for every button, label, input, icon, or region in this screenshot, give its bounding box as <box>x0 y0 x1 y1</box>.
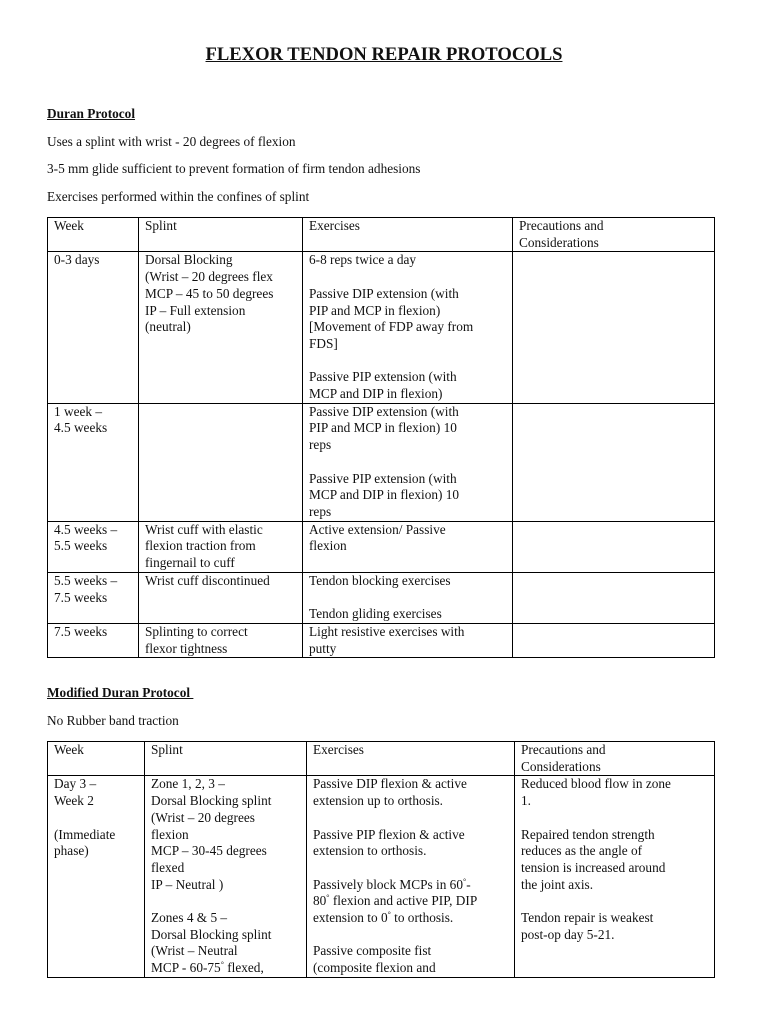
cell-week: 5.5 weeks – 7.5 weeks <box>48 572 139 623</box>
degree-sign: ° <box>462 876 467 886</box>
header-precautions: Precautions and Considerations <box>515 742 715 776</box>
header-exercises: Exercises <box>303 218 513 252</box>
duran-line-2: 3-5 mm glide sufficient to prevent formation of firm tendon adhesions <box>47 161 421 176</box>
cell-week: 7.5 weeks <box>48 623 139 657</box>
splint-text-a: Zone 1, 2, 3 – Dorsal Blocking splint (Wrist – 20 degrees flexion MCP – 30-45 degrees flexed IP – Neutral ) Zones 4 & 5 – Dorsal Blocking splint (Wrist – Neutral <box>151 776 272 959</box>
table-header-row <box>48 742 715 776</box>
splint-text-c: flexed, <box>223 960 264 976</box>
cell-splint: Dorsal Blocking (Wrist – 20 degrees flex MCP – 45 to 50 degrees IP – Full extension (neutral) <box>139 252 303 403</box>
modified-duran-line-1: No Rubber band traction <box>47 713 179 728</box>
header-week: Week <box>48 218 139 252</box>
duran-heading: Duran Protocol <box>47 106 136 121</box>
header-precautions: Precautions and Considerations <box>513 218 715 252</box>
cell-week: Day 3 – Week 2 (Immediate phase) <box>48 776 145 978</box>
modified-duran-heading: Modified Duran Protocol <box>47 685 194 700</box>
exercise-text-c: flexion and active PIP, DIP extension to 0 <box>313 893 478 926</box>
cell-precautions <box>513 623 715 657</box>
table-row <box>48 572 715 623</box>
cell-exercises: Active extension/ Passive flexion <box>303 521 513 572</box>
cell-week: 1 week – 4.5 weeks <box>48 403 139 521</box>
page-title: FLEXOR TENDON REPAIR PROTOCOLS <box>205 44 563 65</box>
header-week: Week <box>48 742 145 776</box>
table-row <box>48 623 715 657</box>
modified-duran-table <box>47 741 715 978</box>
header-exercises: Exercises <box>307 742 515 776</box>
table-row <box>48 776 715 978</box>
header-splint: Splint <box>139 218 303 252</box>
duran-line-3: Exercises performed within the confines of splint <box>47 189 310 204</box>
table-row <box>48 403 715 521</box>
table-header-row <box>48 218 715 252</box>
cell-exercises: 6-8 reps twice a day Passive DIP extension (with PIP and MCP in flexion) [Movement of FDP away from FDS] Passive PIP extension (with MCP and DIP in flexion) <box>303 252 513 403</box>
table-row <box>48 521 715 572</box>
exercise-text-a: Passive DIP flexion & active extension up to orthosis. Passive PIP flexion & active extension to orthosis. Passively block MCPs in 60 <box>313 776 467 892</box>
cell-precautions: Reduced blood flow in zone 1. Repaired tendon strength reduces as the angle of tension is increased around the joint axis. Tendon repair is weakest post-op day 5-21. <box>515 776 715 978</box>
cell-precautions <box>513 252 715 403</box>
cell-splint <box>145 776 307 978</box>
cell-splint: Wrist cuff discontinued <box>139 572 303 623</box>
cell-splint <box>139 403 303 521</box>
cell-precautions <box>513 572 715 623</box>
exercise-text-d: to orthosis. Passive composite fist (composite flexion and <box>313 910 454 976</box>
table-row <box>48 252 715 403</box>
cell-splint: Splinting to correct flexor tightness <box>139 623 303 657</box>
splint-text-b: MCP - 60-75 <box>151 960 221 976</box>
duran-protocol-table <box>47 217 715 658</box>
cell-precautions <box>513 521 715 572</box>
cell-exercises: Tendon blocking exercises Tendon gliding exercises <box>303 572 513 623</box>
exercise-text-b: - 80 <box>313 876 471 909</box>
cell-exercises <box>307 776 515 978</box>
cell-exercises: Light resistive exercises with putty <box>303 623 513 657</box>
header-splint: Splint <box>145 742 307 776</box>
cell-exercises: Passive DIP extension (with PIP and MCP in flexion) 10 reps Passive PIP extension (with MCP and DIP in flexion) 10 reps <box>303 403 513 521</box>
duran-line-1: Uses a splint with wrist - 20 degrees of flexion <box>47 134 296 149</box>
degree-sign: ° <box>387 910 391 920</box>
cell-splint: Wrist cuff with elastic flexion traction from fingernail to cuff <box>139 521 303 572</box>
cell-precautions <box>513 403 715 521</box>
cell-week: 4.5 weeks – 5.5 weeks <box>48 521 139 572</box>
degree-sign: ° <box>220 960 224 970</box>
degree-sign: ° <box>326 893 330 903</box>
cell-week: 0-3 days <box>48 252 139 403</box>
